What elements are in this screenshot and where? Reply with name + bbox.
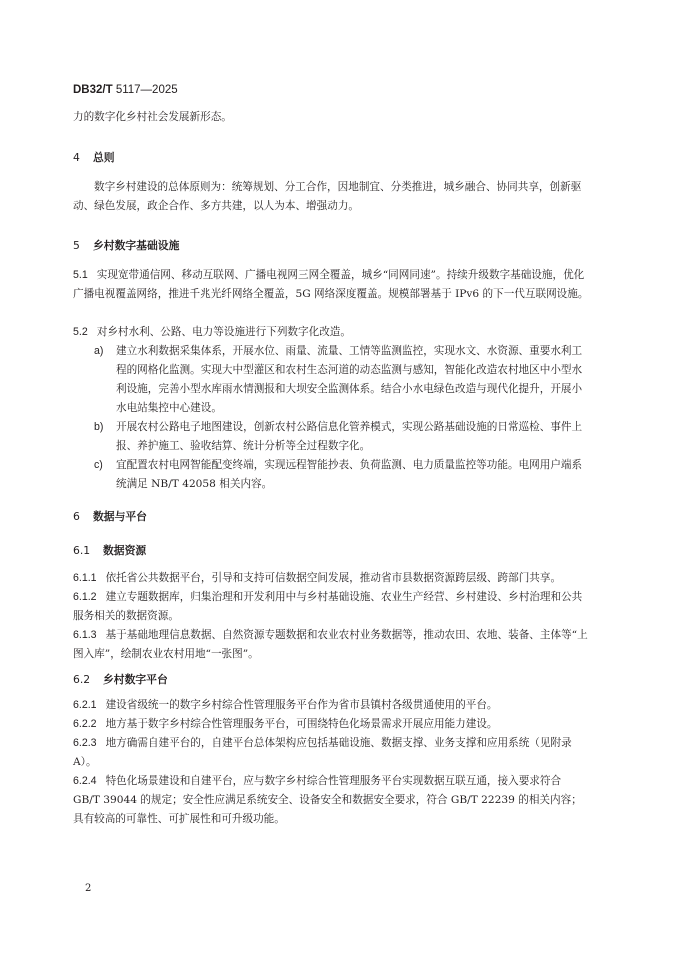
subsection-6-1-heading [73,543,146,558]
section-number: 6 [73,510,80,523]
document-code-number: 5117—2025 [112,84,178,96]
clause-label: 6.1.3 [73,629,97,641]
section-title: 数据与平台 [93,510,147,523]
section-4-heading [73,150,115,165]
clause-text: 基于基础地理信息数据、自然资源专题数据和农业农村业务数据等，推动农田、农地、装备、主体等“上图入库”，绘制农业农村用地“一张图”。 [73,629,588,660]
clause-6-1-2 [73,588,591,626]
section-number: 5 [73,239,80,252]
clause-6-2-1 [73,696,591,715]
subsection-title: 数据资源 [103,544,147,557]
list-marker: b) [94,421,104,433]
clause-text: 特色化场景建设和自建平台，应与数字乡村综合性管理服务平台实现数据互联互通，接入要求符合 GB/T 39044 的规定；安全性应满足系统安全、设备安全和数据安全要求，符合 GB/T 22239 的相关内容；具有较高的可靠性、可扩展性和可升级功能。 [73,775,582,825]
clause-6-1-3 [73,626,591,664]
subsection-number: 6.2 [73,673,91,686]
section-6-heading [73,509,147,524]
list-item [94,418,591,456]
document-code-prefix: DB32/T [73,84,113,96]
clause-5-2 [73,323,591,342]
clause-6-1-1 [73,569,591,588]
section-title: 乡村数字基础设施 [93,239,180,252]
clause-label: 6.2.3 [73,737,97,749]
subsection-title: 乡村数字平台 [103,673,168,686]
section-title: 总则 [93,151,115,164]
section-5-heading [73,238,179,253]
clause-label: 6.2.4 [73,775,97,787]
list-marker: a) [94,345,104,357]
clause-text: 建立专题数据库，归集治理和开发利用中与乡村基础设施、农业生产经营、乡村建设、乡村治理和公共服务相关的数据资源。 [73,591,583,622]
list-text: 宜配置农村电网智能配变终端，实现远程智能抄表、负荷监测、电力质量监控等功能。电网用户端系统满足 NB/T 42058 相关内容。 [116,459,583,490]
subsection-number: 6.1 [73,544,91,557]
clause-6-2-3 [73,734,591,772]
clause-text: 对乡村水利、公路、电力等设施进行下列数字化改造。 [96,326,351,338]
clause-label: 6.2.1 [73,699,97,711]
clause-label: 6.1.1 [73,572,97,584]
clause-label: 5.1 [73,269,88,281]
clause-text: 地方基于数字乡村综合性管理服务平台，可围绕特色化场景需求开展应用能力建设。 [105,718,498,730]
clause-label: 6.2.2 [73,718,97,730]
section-number: 4 [73,151,80,164]
list-text: 建立水利数据采集体系，开展水位、雨量、流量、工情等监测监控，实现水文、水资源、重要水利工程的网格化监测。实现大中型灌区和农村生态河道的动态监测与感知，智能化改造农村地区中小型水利设施，完善小型水库雨水情测报和大坝安全监测体系。结合小水电绿色改造与现代化提升，开展小水电站集控中心建设。 [116,345,583,414]
item-list [94,342,591,494]
clause-label: 5.2 [73,326,88,338]
list-item [94,342,591,418]
clause-6-2-4 [73,772,591,829]
clause-text: 实现宽带通信网、移动互联网、广播电视网三网全覆盖，城乡“同网同速”。持续升级数字基础设施，优化广播电视覆盖网络，推进千兆光纤网络全覆盖，5G 网络深度覆盖。规模部署基于 IPv6 的下一代互联网设施。 [73,269,589,300]
clause-text: 依托省公共数据平台，引导和支持可信数据空间发展，推动省市县数据资源跨层级、跨部门共享。 [105,572,562,584]
list-text: 开展农村公路电子地图建设，创新农村公路信息化管养模式，实现公路基础设施的日常巡检、事件上报、养护施工、验收结算、统计分析等全过程数字化。 [116,421,583,452]
clause-5-1 [73,266,591,304]
clause-text: 建设省级统一的数字乡村综合性管理服务平台作为省市县镇村各级贯通使用的平台。 [105,699,498,711]
list-item [94,456,591,494]
clause-label: 6.1.2 [73,591,97,603]
intro-line: 力的数字化乡村社会发展新形态。 [73,111,232,123]
list-marker: c) [94,459,103,471]
section-4-text: 数字乡村建设的总体原则为：统筹规划、分工合作，因地制宜、分类推进，城乡融合、协同共享，创新驱动、绿色发展，政企合作、多方共建，以人为本、增强动力。 [73,181,582,212]
clause-6-2-2 [73,715,591,734]
document-code [73,84,178,96]
subsection-6-2-heading [73,672,168,687]
page-number: 2 [85,883,92,894]
clause-text: 地方确需自建平台的，自建平台总体架构应包括基础设施、数据支撑、业务支撑和应用系统（见附录 A）。 [73,737,572,768]
